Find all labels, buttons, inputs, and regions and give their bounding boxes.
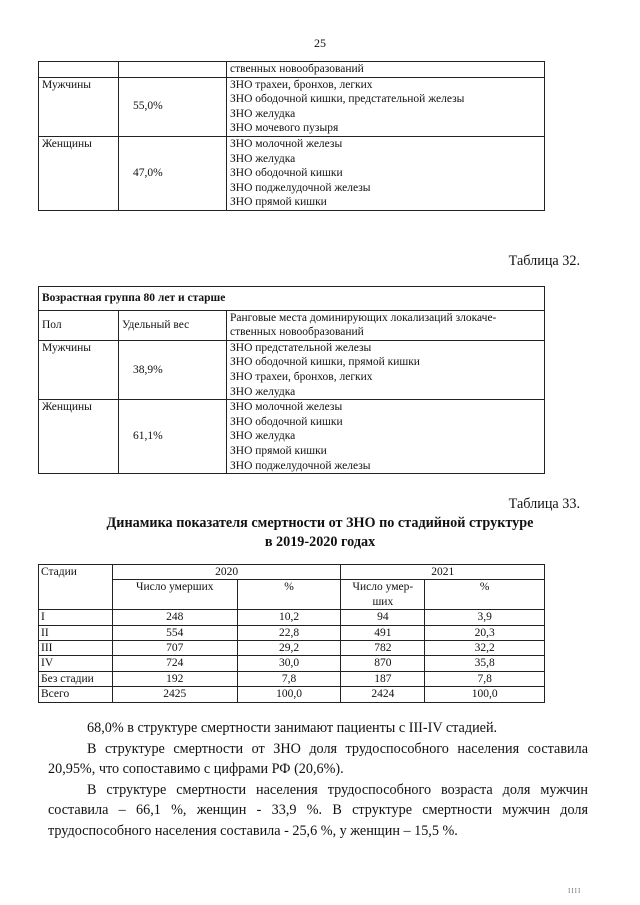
- table-row: [39, 136, 545, 210]
- table-32: [38, 286, 545, 474]
- value-cell: 100,0: [237, 687, 341, 702]
- col-header-deaths: Число умерших: [112, 580, 237, 610]
- table-row: [39, 687, 545, 702]
- site-item: ЗНО поджелудочной железы: [230, 459, 371, 472]
- sites-cell: [227, 340, 545, 399]
- table-row: [39, 77, 545, 136]
- share-cell: 47,0%: [119, 136, 227, 210]
- value-cell: 10,2: [237, 610, 341, 625]
- group-title: Возрастная группа 80 лет и старше: [39, 287, 545, 311]
- sites-cell: [227, 136, 545, 210]
- table-row: [39, 62, 545, 78]
- value-cell: 35,8: [425, 656, 545, 671]
- stage-cell: Без стадии: [39, 671, 113, 686]
- value-cell: 7,8: [237, 671, 341, 686]
- value-cell: 554: [112, 625, 237, 640]
- table-32-label: Таблица 32.: [508, 253, 580, 269]
- col-header-stage: Стадии: [39, 565, 113, 610]
- table-header-row: [39, 565, 545, 580]
- year-header: 2021: [341, 565, 545, 580]
- sites-cell: [227, 400, 545, 474]
- site-item: ЗНО желудка: [230, 430, 296, 443]
- stage-cell: III: [39, 641, 113, 656]
- sex-cell: Женщины: [39, 400, 119, 474]
- table-row: [39, 671, 545, 686]
- value-cell: 187: [341, 671, 425, 686]
- value-cell: 22,8: [237, 625, 341, 640]
- value-cell: 2424: [341, 687, 425, 702]
- continued-table: [38, 61, 545, 211]
- value-cell: 870: [341, 656, 425, 671]
- value-cell: 29,2: [237, 641, 341, 656]
- col-header-sex: Пол: [39, 310, 119, 340]
- paragraph: В структуре смертности населения трудоспособного возраста доля мужчин составила – 66,1 %, женщин - 33,9 %. В структуре смертности мужчин доля трудоспособного населения составила - 25,6 %, у женщин – 15,5 %.: [48, 781, 588, 839]
- site-item: ЗНО прямой кишки: [230, 196, 327, 209]
- header-line: ственных новообразований: [230, 326, 364, 339]
- paragraph: В структуре смертности от ЗНО доля трудоспособного населения составила 20,95%, что сопоставимо с цифрами РФ (20,6%).: [48, 740, 588, 777]
- site-item: ЗНО трахеи, бронхов, легких: [230, 78, 373, 91]
- value-cell: 707: [112, 641, 237, 656]
- site-item: ЗНО молочной железы: [230, 137, 343, 150]
- share-cell: 61,1%: [119, 400, 227, 474]
- value-cell: 491: [341, 625, 425, 640]
- share-cell: 55,0%: [119, 77, 227, 136]
- table-row: [39, 656, 545, 671]
- site-item: ЗНО предстательной железы: [230, 341, 372, 354]
- body-text: [48, 718, 588, 841]
- col-header-pct: %: [237, 580, 341, 610]
- stage-cell: IV: [39, 656, 113, 671]
- table-row: [39, 287, 545, 311]
- table-row: [39, 340, 545, 399]
- value-cell: 20,3: [425, 625, 545, 640]
- value-cell: 782: [341, 641, 425, 656]
- title-line: в 2019-2020 годах: [264, 534, 376, 550]
- sites-cell: [227, 77, 545, 136]
- sex-cell: Мужчины: [39, 340, 119, 399]
- col-header-sites: [227, 310, 545, 340]
- footer-mark: IIII: [568, 887, 582, 895]
- stage-cell: Всего: [39, 687, 113, 702]
- site-item: ЗНО ободочной кишки: [230, 167, 343, 180]
- year-header: 2020: [112, 565, 341, 580]
- table-row: [39, 641, 545, 656]
- value-cell: 3,9: [425, 610, 545, 625]
- value-cell: 2425: [112, 687, 237, 702]
- site-item: ЗНО ободочной кишки: [230, 415, 343, 428]
- table-row: [39, 400, 545, 474]
- col-header-pct: %: [425, 580, 545, 610]
- value-cell: 100,0: [425, 687, 545, 702]
- stage-cell: II: [39, 625, 113, 640]
- site-item: ЗНО мочевого пузыря: [230, 122, 339, 135]
- site-item: ЗНО молочной железы: [230, 401, 343, 414]
- site-item: ЗНО трахеи, бронхов, легких: [230, 370, 373, 383]
- table-row: [39, 610, 545, 625]
- table-header-row: [39, 580, 545, 610]
- title-line: Динамика показателя смертности от ЗНО по стадийной структуре: [106, 515, 534, 531]
- stage-cell: I: [39, 610, 113, 625]
- sex-cell: Женщины: [39, 136, 119, 210]
- paragraph: 68,0% в структуре смертности занимают пациенты с III-IV стадией.: [87, 720, 498, 736]
- col-header-deaths: [341, 580, 425, 610]
- site-item: ЗНО желудка: [230, 107, 296, 120]
- share-cell: 38,9%: [119, 340, 227, 399]
- site-item: ЗНО желудка: [230, 385, 296, 398]
- col-header-share: Удельный вес: [119, 310, 227, 340]
- value-cell: 248: [112, 610, 237, 625]
- value-cell: 94: [341, 610, 425, 625]
- site-item: ЗНО поджелудочной железы: [230, 181, 371, 194]
- value-cell: 32,2: [425, 641, 545, 656]
- table-33-label: Таблица 33.: [508, 496, 580, 512]
- value-cell: 192: [112, 671, 237, 686]
- value-cell: 30,0: [237, 656, 341, 671]
- sex-cell: Мужчины: [39, 77, 119, 136]
- value-cell: 7,8: [425, 671, 545, 686]
- table-row: [39, 625, 545, 640]
- site-item: ЗНО ободочной кишки, предстательной железы: [230, 93, 465, 106]
- table-33: [38, 564, 545, 703]
- table-header-row: [39, 310, 545, 340]
- header-tail-cell: ственных новообразований: [227, 62, 545, 78]
- site-item: ЗНО ободочной кишки, прямой кишки: [230, 356, 420, 369]
- header-line: ших: [372, 595, 394, 608]
- site-item: ЗНО желудка: [230, 152, 296, 165]
- header-line: Ранговые места доминирующих локализаций злокаче-: [230, 311, 497, 324]
- table-33-title: [40, 514, 600, 552]
- value-cell: 724: [112, 656, 237, 671]
- header-line: Число умер-: [352, 581, 414, 594]
- site-item: ЗНО прямой кишки: [230, 444, 327, 457]
- page-number: 25: [314, 36, 326, 50]
